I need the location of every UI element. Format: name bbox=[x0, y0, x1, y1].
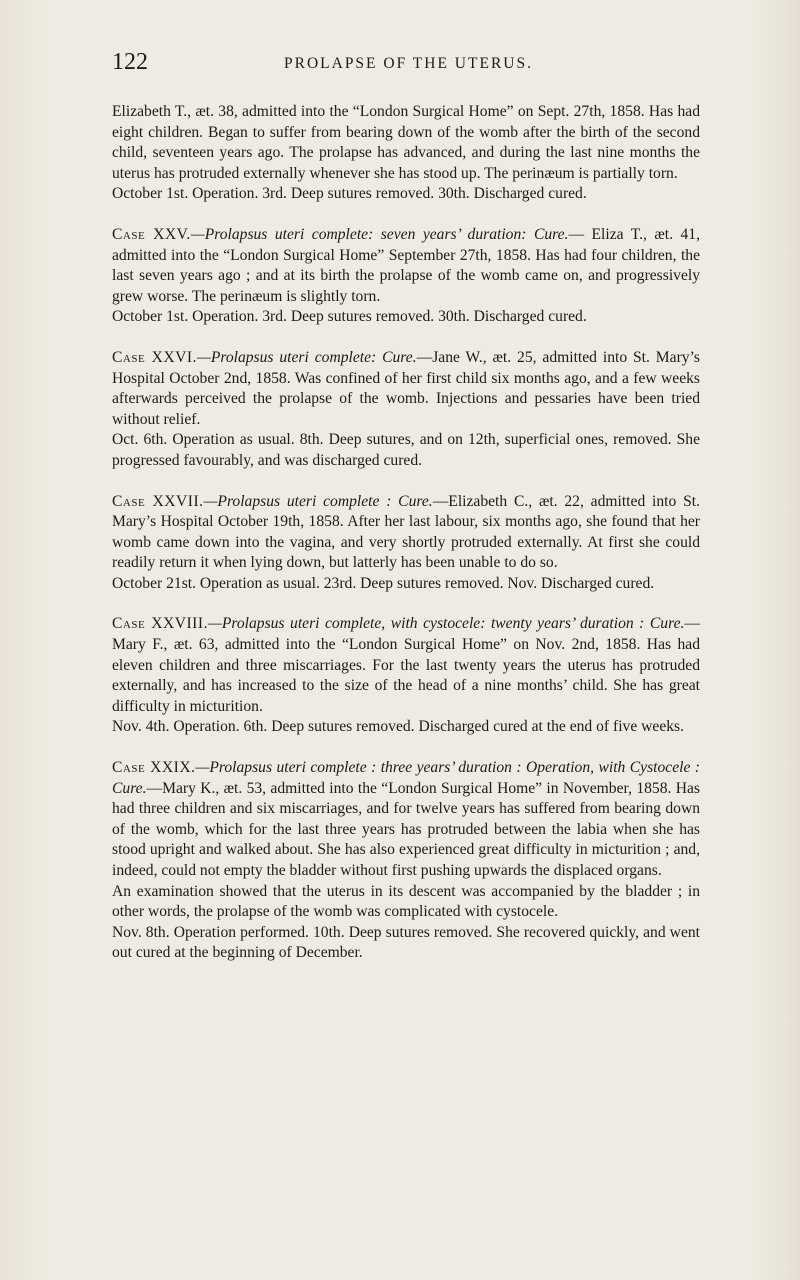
case-title: —Prolapsus uteri complete, with cystocele: twenty years’ duration : Cure. bbox=[207, 615, 685, 633]
paragraph-text: Oct. 6th. Operation as usual. 8th. Deep sutures, and on 12th, superficial ones, removed. She progressed favourably, and was discharged cured. bbox=[112, 431, 700, 469]
case-title: —Prolapsus uteri complete: seven years’ duration: Cure. bbox=[190, 225, 569, 243]
paragraph-text: October 1st. Operation. 3rd. Deep sutures removed. 30th. Discharged cured. bbox=[112, 185, 587, 203]
case-label: Case XXIX. bbox=[112, 759, 196, 777]
paragraph-text: —Mary K., æt. 53, admitted into the “London Surgical Home” in November, 1858. Has had three children and six miscarriages, and for twelve years has suffered from bearing down of the womb, which for the last three years has protruded between the labia when she has stood upright and walked about. She has also experienced great difficulty in micturition ; and, indeed, could not empty the bladder without first pushing upwards the displaced organs. bbox=[112, 779, 700, 879]
case-paragraph bbox=[112, 614, 700, 717]
case-label: Case XXVIII. bbox=[112, 615, 208, 633]
paragraph bbox=[112, 717, 700, 738]
paragraph bbox=[112, 307, 700, 328]
case-title: —Prolapsus uteri complete : Cure. bbox=[203, 492, 433, 510]
paragraph-text: —Mary F., æt. 63, admitted into the “London Surgical Home” on Nov. 2nd, 1858. Has had eleven children and three miscarriages. For the last twenty years the uterus has protruded externally, and has increased to the size of the head of a nine months’ child. She has great difficulty in micturition. bbox=[112, 615, 700, 715]
paragraph bbox=[112, 574, 700, 595]
paragraph-text: October 1st. Operation. 3rd. Deep sutures removed. 30th. Discharged cured. bbox=[112, 308, 587, 326]
body-text bbox=[112, 102, 700, 964]
case-paragraph bbox=[112, 758, 700, 882]
page-number: 122 bbox=[112, 49, 148, 75]
paragraph-text: An examination showed that the uterus in its descent was accompanied by the bladder ; in other words, the prolapse of the womb was complicated with cystocele. bbox=[112, 882, 700, 921]
paragraph-text: Nov. 8th. Operation performed. 10th. Deep sutures removed. She recovered quickly, and went out cured at the beginning of December. bbox=[112, 923, 700, 962]
paragraph bbox=[112, 923, 700, 964]
running-title: PROLAPSE OF THE UTERUS. bbox=[284, 55, 533, 72]
paragraph-text: — Eliza T., æt. 41, admitted into the “London Surgical Home” September 27th, 1858. Has had four children, the last seven years ago ; and at its birth the prolapse of the womb came on, and progressively grew worse. The perinæum is slightly torn. bbox=[112, 225, 700, 305]
paragraph bbox=[112, 102, 700, 184]
paragraph-text: October 21st. Operation as usual. 23rd. Deep sutures removed. Nov. Discharged cured. bbox=[112, 574, 655, 592]
case-label: Case XXV. bbox=[112, 225, 191, 243]
case-label: Case XXVI. bbox=[112, 348, 197, 366]
paragraph bbox=[112, 184, 700, 205]
running-head bbox=[112, 48, 712, 78]
paragraph-text: Nov. 4th. Operation. 6th. Deep sutures removed. Discharged cured at the end of five weeks. bbox=[112, 718, 685, 736]
paragraph bbox=[112, 430, 700, 471]
case-paragraph bbox=[112, 492, 700, 574]
paragraph-text: —Jane W., æt. 25, admitted into St. Mary’s Hospital October 2nd, 1858. Was confined of her first child six months ago, and a few weeks afterwards perceived the prolapse of the womb. Injections and pessaries have been tried without relief. bbox=[112, 348, 700, 428]
case-label: Case XXVII. bbox=[112, 492, 204, 510]
case-paragraph bbox=[112, 225, 700, 307]
paragraph-text: Elizabeth T., æt. 38, admitted into the “London Surgical Home” on Sept. 27th, 1858. Has had eight children. Began to suffer from bearing down of the womb after the birth of the second child, seventeen years ago. The prolapse has advanced, and during the last nine months the uterus has protruded externally whenever she has stood up. The perinæum is partially torn. bbox=[112, 103, 700, 182]
paragraph-text: —Elizabeth C., æt. 22, admitted into St. Mary’s Hospital October 19th, 1858. After her last labour, six months ago, she found that her womb came down into the vagina, and very shortly protruded externally. At first she could readily return it when lying down, but latterly has been unable to do so. bbox=[112, 492, 700, 572]
case-paragraph bbox=[112, 348, 700, 430]
paragraph bbox=[112, 882, 700, 923]
case-title: —Prolapsus uteri complete: Cure. bbox=[196, 348, 417, 366]
case-title: —Prolapsus uteri complete : three years’ duration : Operation, with Cystocele : Cure. bbox=[112, 759, 700, 797]
